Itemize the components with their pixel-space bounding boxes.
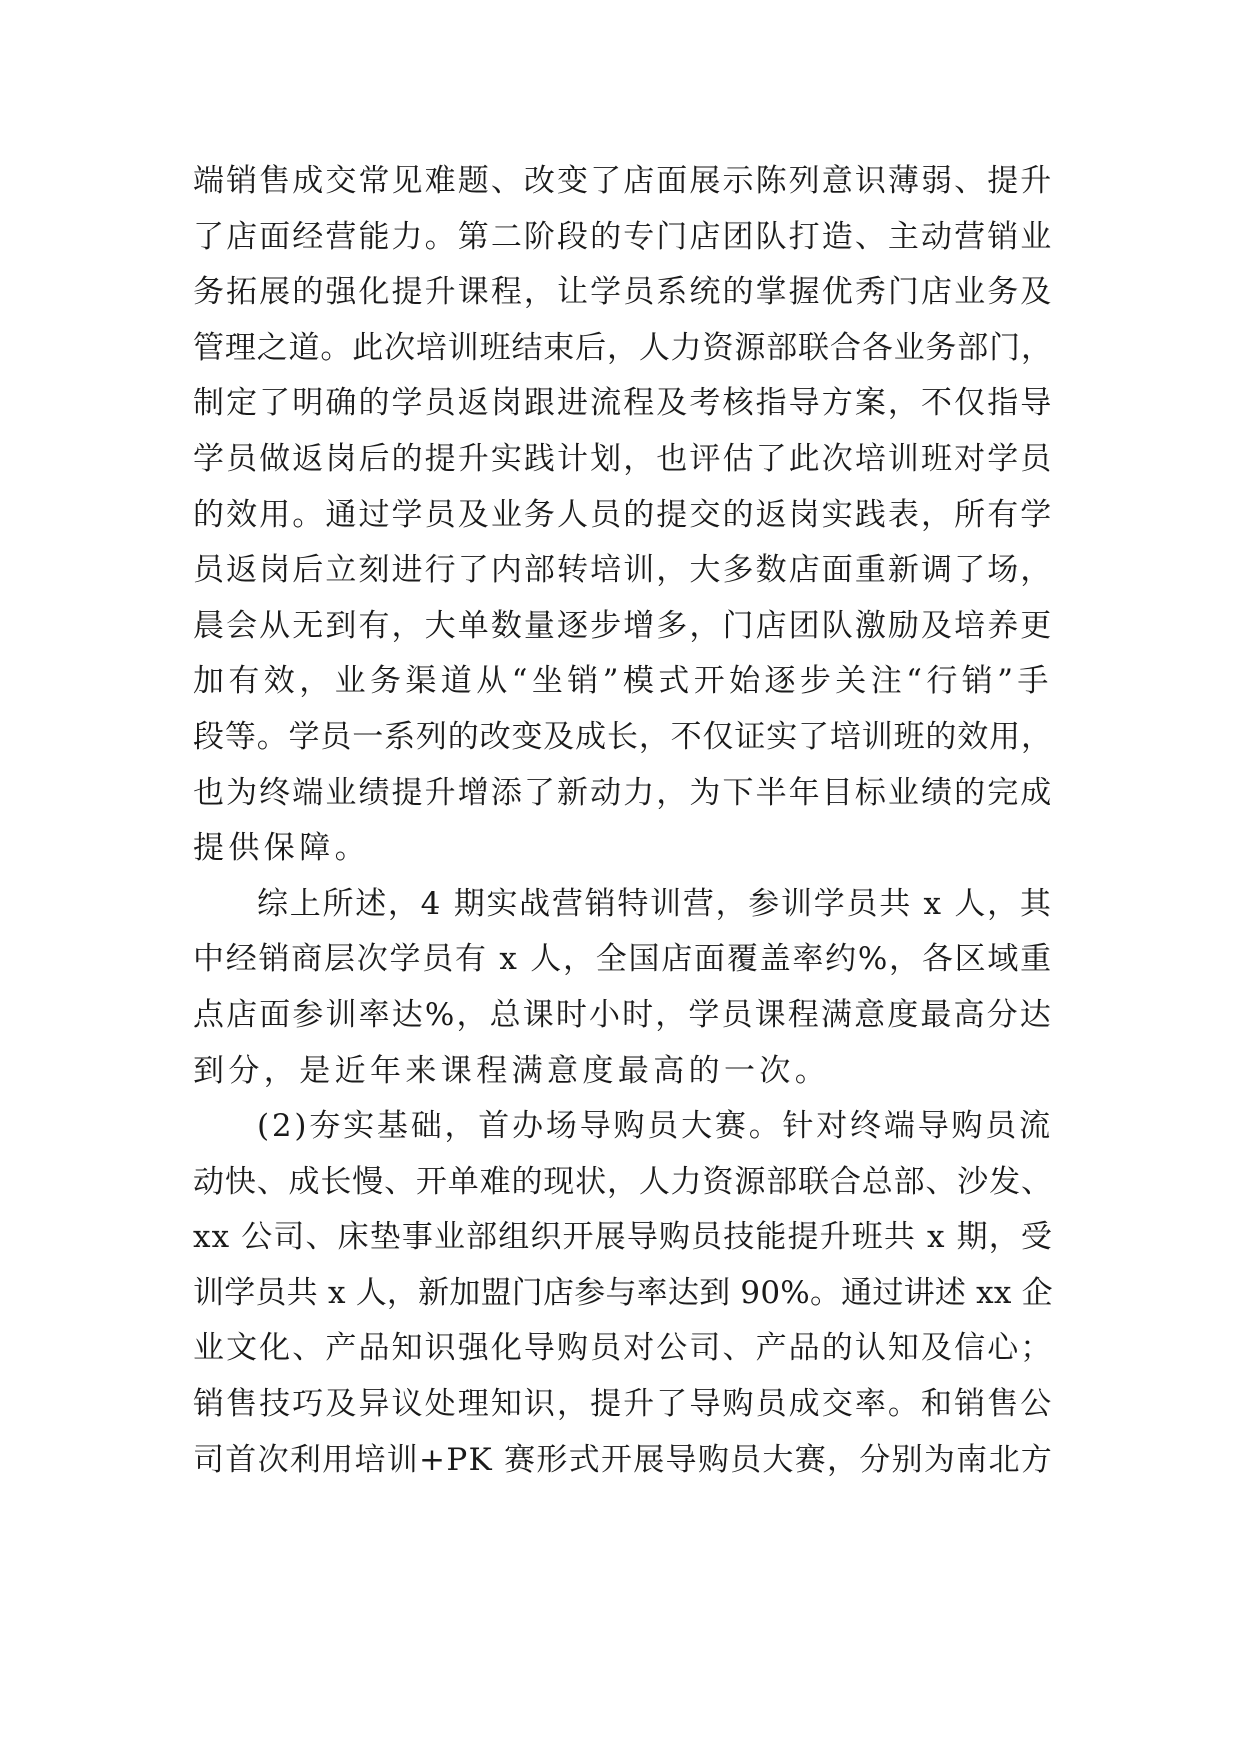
text-line: 端销售成交常见难题、改变了店面展示陈列意识薄弱、提升 bbox=[193, 163, 1054, 199]
text-line: 学员做返岗后的提升实践计划，也评估了此次培训班对学员 bbox=[193, 440, 1054, 477]
paragraph-first-line: (2)夯实基础，首办场导购员大赛。针对终端导购员流 bbox=[257, 1108, 1053, 1145]
text-line: 晨会从无到有，大单数量逐步增多，门店团队激励及培养更 bbox=[193, 607, 1054, 644]
text-line: 了店面经营能力。第二阶段的专门店团队打造、主动营销业 bbox=[193, 218, 1054, 255]
text-line: 加有效，业务渠道从“坐销”模式开始逐步关注“行销”手 bbox=[193, 663, 1053, 700]
text-line: 制定了明确的学员返岗跟进流程及考核指导方案，不仅指导 bbox=[193, 385, 1054, 422]
text-line: 段等。学员一系列的改变及成长，不仅证实了培训班的效用， bbox=[193, 718, 1053, 755]
text-line: 点店面参训率达%，总课时小时，学员课程满意度最高分达 bbox=[193, 996, 1053, 1033]
text-line: 中经销商层次学员有 x 人，全国店面覆盖率约%，各区域重 bbox=[193, 941, 1053, 978]
text-line: 提供保障。 bbox=[193, 830, 370, 867]
text-line: 的效用。通过学员及业务人员的提交的返岗实践表，所有学 bbox=[193, 496, 1054, 533]
text-line: 司首次利用培训+PK 赛形式开展导购员大赛，分别为南北方 bbox=[193, 1441, 1054, 1478]
text-line: 也为终端业绩提升增添了新动力，为下半年目标业绩的完成 bbox=[193, 774, 1054, 811]
text-line: 动快、成长慢、开单难的现状，人力资源部联合总部、沙发、 bbox=[193, 1163, 1053, 1200]
text-line: 到分，是近年来课程满意度最高的一次。 bbox=[193, 1052, 831, 1089]
text-line: 销售技巧及异议处理知识，提升了导购员成交率。和销售公 bbox=[193, 1386, 1054, 1423]
body-text bbox=[193, 154, 1053, 1488]
text-line: 业文化、产品知识强化导购员对公司、产品的认知及信心； bbox=[193, 1330, 1054, 1367]
text-line: 训学员共 x 人，新加盟门店参与率达到 90%。通过讲述 xx 企 bbox=[193, 1274, 1053, 1311]
text-line: 员返岗后立刻进行了内部转培训，大多数店面重新调了场， bbox=[193, 552, 1054, 589]
text-line: 务拓展的强化提升课程，让学员系统的掌握优秀门店业务及 bbox=[193, 274, 1054, 311]
text-line: xx 公司、床垫事业部组织开展导购员技能提升班共 x 期，受 bbox=[193, 1219, 1054, 1256]
paragraph-first-line: 综上所述，4 期实战营销特训营，参训学员共 x 人，其 bbox=[257, 885, 1053, 922]
text-line: 管理之道。此次培训班结束后，人力资源部联合各业务部门， bbox=[193, 329, 1053, 366]
